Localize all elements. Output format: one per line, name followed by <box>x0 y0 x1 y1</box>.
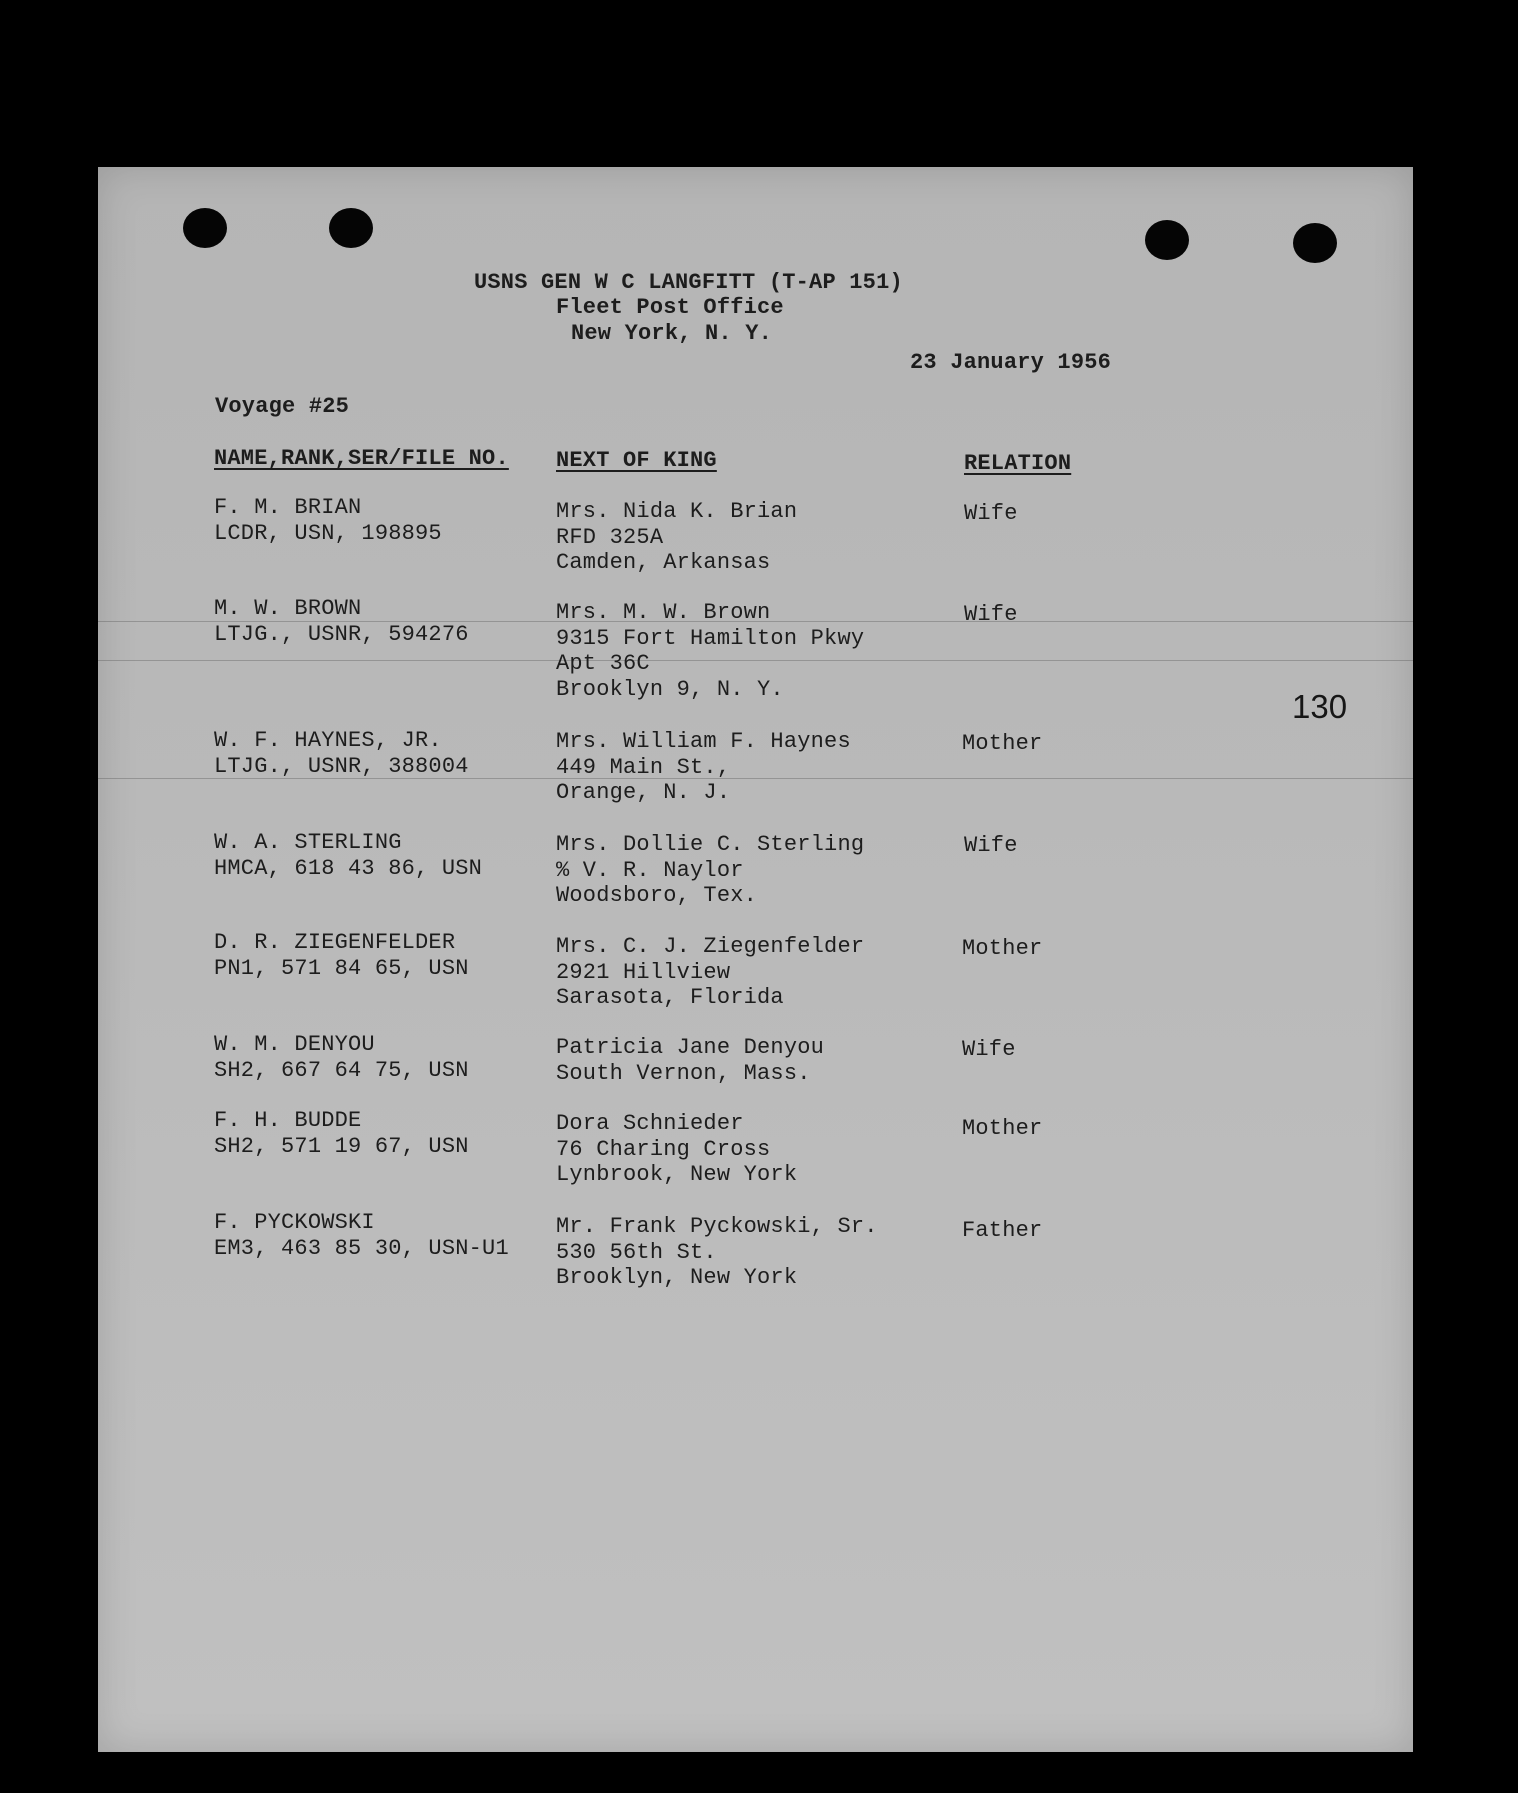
punch-hole-icon <box>1145 220 1189 260</box>
next-of-kin-name: Mrs. C. J. Ziegenfelder <box>556 934 865 959</box>
next-of-kin-address: 76 Charing Cross <box>556 1136 771 1162</box>
next-of-kin-address: Brooklyn, New York <box>556 1265 798 1290</box>
entry-relation: Father <box>962 1218 1043 1243</box>
next-of-kin-address: Brooklyn 9, N. Y. <box>556 676 784 702</box>
next-of-kin-address: Woodsboro, Tex. <box>556 883 758 908</box>
next-of-kin-address: 9315 Fort Hamilton Pkwy <box>556 625 865 651</box>
entry-relation: Wife <box>964 501 1018 526</box>
entry-name: W. M. DENYOU <box>214 1032 375 1057</box>
entry-name: D. R. ZIEGENFELDER <box>214 930 456 955</box>
entry-name-block <box>214 1032 469 1083</box>
next-of-kin-name: Mrs. Dollie C. Sterling <box>556 832 865 857</box>
next-of-kin-block <box>556 600 864 702</box>
entry-rank-service-number: LTJG., USNR, 388004 <box>214 753 469 779</box>
entry-name: F. PYCKOWSKI <box>214 1210 375 1235</box>
next-of-kin-address: % V. R. Naylor <box>556 857 744 883</box>
entry-relation: Wife <box>964 602 1018 627</box>
entry-name: F. M. BRIAN <box>214 495 362 520</box>
next-of-kin-address: Orange, N. J. <box>556 780 731 805</box>
entry-relation: Mother <box>962 936 1043 961</box>
next-of-kin-address: Apt 36C <box>556 651 650 676</box>
entry-rank-service-number: EM3, 463 85 30, USN-U1 <box>214 1235 509 1261</box>
post-office: Fleet Post Office <box>556 295 784 320</box>
entry-relation: Wife <box>964 833 1018 858</box>
next-of-kin-block <box>556 729 851 806</box>
next-of-kin-column-header: NEXT OF KING <box>556 448 717 473</box>
entry-rank-service-number: SH2, 571 19 67, USN <box>214 1133 469 1159</box>
next-of-kin-name: Mrs. William F. Haynes <box>556 729 851 754</box>
entry-name: W. A. STERLING <box>214 830 402 855</box>
next-of-kin-address: 449 Main St., <box>556 754 731 780</box>
punch-hole-icon <box>329 208 373 248</box>
entry-name-block <box>214 728 469 779</box>
punch-hole-icon <box>183 208 227 248</box>
ship-name: USNS GEN W C LANGFITT (T-AP 151) <box>474 270 903 295</box>
next-of-kin-address: Camden, Arkansas <box>556 550 771 575</box>
entry-rank-service-number: LTJG., USNR, 594276 <box>214 621 469 647</box>
entry-name-block <box>214 830 482 881</box>
post-office-city: New York, N. Y. <box>571 321 773 346</box>
next-of-kin-block <box>556 499 797 576</box>
next-of-kin-address: 2921 Hillview <box>556 959 731 985</box>
next-of-kin-block <box>556 1111 797 1188</box>
next-of-kin-block <box>556 832 864 909</box>
entry-name: F. H. BUDDE <box>214 1108 362 1133</box>
next-of-kin-address: South Vernon, Mass. <box>556 1060 811 1086</box>
entry-rank-service-number: SH2, 667 64 75, USN <box>214 1057 469 1083</box>
next-of-kin-name: Mr. Frank Pyckowski, Sr. <box>556 1214 878 1239</box>
entry-name-block <box>214 495 442 546</box>
entry-relation: Mother <box>962 731 1043 756</box>
next-of-kin-name: Mrs. M. W. Brown <box>556 600 771 625</box>
entry-name-block <box>214 1108 469 1159</box>
next-of-kin-address: RFD 325A <box>556 524 664 550</box>
entry-relation: Wife <box>962 1037 1016 1062</box>
voyage-number: Voyage #25 <box>215 394 350 419</box>
entry-name: W. F. HAYNES, JR. <box>214 728 442 753</box>
entry-rank-service-number: LCDR, USN, 198895 <box>214 520 442 546</box>
name-column-header: NAME,RANK,SER/FILE NO. <box>214 446 509 471</box>
next-of-kin-name: Dora Schnieder <box>556 1111 744 1136</box>
next-of-kin-address: 530 56th St. <box>556 1239 717 1265</box>
entry-name-block <box>214 1210 509 1261</box>
next-of-kin-address: Lynbrook, New York <box>556 1162 798 1187</box>
next-of-kin-name: Mrs. Nida K. Brian <box>556 499 798 524</box>
entry-name-block <box>214 596 469 647</box>
next-of-kin-block <box>556 934 864 1011</box>
entry-rank-service-number: HMCA, 618 43 86, USN <box>214 855 483 881</box>
next-of-kin-address: Sarasota, Florida <box>556 985 784 1010</box>
entry-rank-service-number: PN1, 571 84 65, USN <box>214 955 469 981</box>
relation-column-header: RELATION <box>964 451 1072 476</box>
page-number: 130 <box>1292 688 1348 725</box>
next-of-kin-block <box>556 1035 824 1086</box>
entry-relation: Mother <box>962 1116 1043 1141</box>
punch-hole-icon <box>1293 223 1337 263</box>
entry-name: M. W. BROWN <box>214 596 362 621</box>
next-of-kin-block <box>556 1214 878 1291</box>
entry-name-block <box>214 930 469 981</box>
document-date: 23 January 1956 <box>910 350 1112 375</box>
next-of-kin-name: Patricia Jane Denyou <box>556 1035 825 1060</box>
